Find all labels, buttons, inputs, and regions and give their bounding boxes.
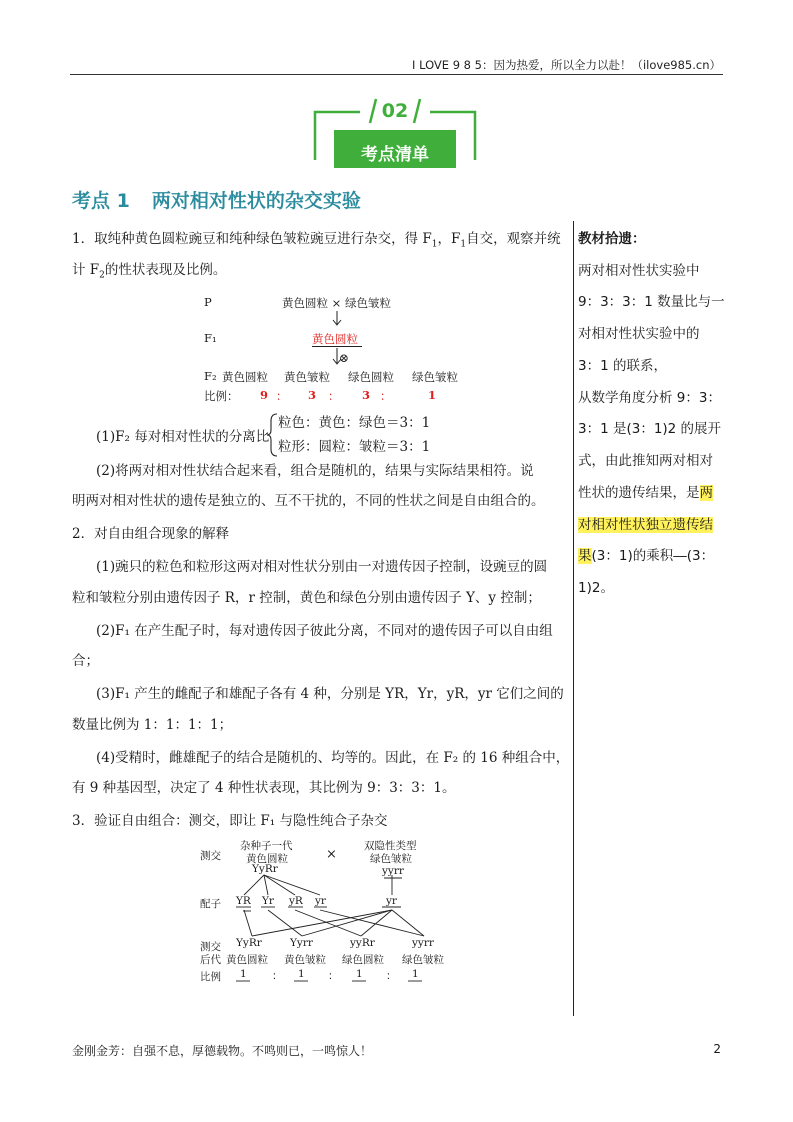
f2-label: F₂ xyxy=(204,369,217,383)
testcross-colon-2: ： xyxy=(328,970,339,982)
offspring-genotype-3: yyRr xyxy=(350,937,375,949)
sidebar-title: 教材拾遗： xyxy=(578,231,646,247)
ratio-color: 粒色：黄色：绿色＝3：1 xyxy=(278,415,431,431)
testcross-diagram xyxy=(196,838,466,988)
sidebar-line: 果(3：1)的乘积―(3： xyxy=(578,548,715,564)
f2-phenotype-1: 黄色圆粒 xyxy=(222,370,268,384)
explain-2-line-1: (2)F₁ 在产生配子时，每对遗传因子彼此分离，不同对的遗传因子可以自由组 xyxy=(96,623,553,639)
recessive-gamete: yr xyxy=(386,895,397,907)
arrow-down-icon xyxy=(331,311,343,327)
sidebar-line xyxy=(578,515,713,535)
testcross-ratio-1: 1 xyxy=(240,968,247,980)
testcross-label: 测交 xyxy=(200,850,221,862)
offspring-phenotype-4: 绿色皱粒 xyxy=(402,954,444,966)
gamete-3: yR xyxy=(289,895,303,907)
recessive-line-1: 双隐性类型 xyxy=(364,840,417,852)
sidebar-line: 3：1 的联系， xyxy=(578,358,667,374)
explain-4-line-2: 有 9 种基因型，决定了 4 种性状表现，其比例为 9：3：3：1。 xyxy=(72,780,456,796)
sidebar-divider xyxy=(573,221,574,1016)
sidebar-line: 式，由此推知两对相对 xyxy=(578,453,713,469)
testcross-ratio-label: 比例 xyxy=(200,971,221,983)
ratio-colon-1: ： xyxy=(276,389,288,403)
ratio-value-3: 3 xyxy=(362,388,371,402)
f1-underline xyxy=(312,346,362,347)
hybrid-genotype: YyRr xyxy=(252,863,278,875)
section-badge xyxy=(312,96,478,174)
p-label: P xyxy=(204,295,212,309)
testcross-colon-1: ： xyxy=(272,970,283,982)
offspring-phenotype-2: 黄色皱粒 xyxy=(284,954,326,966)
badge-label: 考点清单 xyxy=(361,145,429,165)
gamete-label: 配子 xyxy=(200,898,221,910)
section-number: 考点 1 xyxy=(72,190,130,212)
sidebar-line: 9：3：3：1 数量比与一 xyxy=(578,294,725,310)
recessive-genotype: yyrr xyxy=(382,865,404,877)
ratio-value-2: 3 xyxy=(308,388,317,402)
gamete-4: yr xyxy=(315,895,326,907)
explain-1-line-1: (1)豌只的粒色和粒形这两对相对性状分别由一对遗传因子控制，设豌豆的圆 xyxy=(96,559,548,575)
ratio-shape: 粒形：圆粒：皱粒＝3：1 xyxy=(278,439,431,455)
offspring-label-1: 测交 xyxy=(200,941,221,953)
offspring-genotype-1: YyRr xyxy=(236,937,262,949)
footer-motto: 金刚金芳：自强不息，厚德载物。不鸣则已，一鸣惊人！ xyxy=(72,1044,373,1058)
section-heading: 两对相对性状的杂交实验 xyxy=(151,190,361,212)
testcross-colon-3: ： xyxy=(386,970,397,982)
selfing-symbol: ⊗ xyxy=(339,351,350,365)
badge-number: 02 xyxy=(381,100,409,122)
explain-1-line-2: 粒和皱粒分别由遗传因子 R，r 控制，黄色和绿色分别由遗传因子 Y、y 控制； xyxy=(72,590,541,606)
recessive-line-2: 绿色皱粒 xyxy=(370,853,412,865)
page-number: 2 xyxy=(713,1042,721,1056)
gamete-2: Yr xyxy=(262,895,274,907)
f1-label: F₁ xyxy=(204,331,217,345)
paragraph-1-line-1: 1．取纯种黄色圆粒豌豆和纯种绿色皱粒豌豆进行杂交，得 $F_1$，$F_1$自交，观察并统 xyxy=(72,231,561,250)
offspring-label-2: 后代 xyxy=(200,954,221,966)
heading-3: 3．验证自由组合：测交，即让 F₁ 与隐性纯合子杂交 xyxy=(72,813,388,829)
paragraph-2-line-2: 明两对相对性状的遗传是独立的、互不干扰的，不同的性状之间是自由组合的。 xyxy=(72,493,545,509)
explain-3-line-1: (3)F₁ 产生的雌配子和雄配子各有 4 种，分别是 YR，Yr，yR，yr 它们之间的 xyxy=(96,686,564,702)
times-symbol: × xyxy=(326,847,337,862)
sidebar-line: 两对相对性状实验中 xyxy=(578,263,700,279)
gamete-1: YR xyxy=(236,895,251,907)
ratio-value-1: 9 xyxy=(260,388,269,402)
brace-icon xyxy=(266,413,278,457)
ratio-colon-3: ： xyxy=(380,389,392,403)
hybrid-line-1: 杂种子一代 xyxy=(240,840,293,852)
sidebar-highlight: 果 xyxy=(578,548,592,564)
sidebar-line: 从数学角度分析 9：3： xyxy=(578,390,721,406)
parents-text: 黄色圆粒 × 绿色皱粒 xyxy=(282,296,391,310)
ratio-intro: (1)F₂ 每对相对性状的分离比 xyxy=(96,429,270,445)
heading-2: 2．对自由组合现象的解释 xyxy=(72,526,230,542)
offspring-phenotype-3: 绿色圆粒 xyxy=(342,954,384,966)
sidebar-highlight: 对相对性状独立遗传结 xyxy=(578,517,713,533)
sidebar-highlight: 两 xyxy=(699,485,713,501)
header-divider xyxy=(70,74,723,75)
hybrid-line-2: 黄色圆粒 xyxy=(246,853,288,865)
explain-4-line-1: (4)受精时，雌雄配子的结合是随机的、均等的。因此，在 F₂ 的 16 种组合中， xyxy=(96,750,570,766)
section-title xyxy=(72,186,361,213)
f1-phenotype: 黄色圆粒 xyxy=(312,332,358,346)
explain-2-line-2: 合； xyxy=(72,653,99,669)
ratio-label: 比例： xyxy=(204,389,239,403)
offspring-genotype-2: Yyrr xyxy=(290,937,313,949)
sidebar-line: 性状的遗传结果，是两 xyxy=(578,485,713,501)
sidebar-line: 1)2。 xyxy=(578,580,614,596)
offspring-genotype-4: yyrr xyxy=(412,937,434,949)
ratio-value-4: 1 xyxy=(428,388,437,402)
cross-diagram xyxy=(196,292,476,404)
explain-3-line-2: 数量比例为 1：1：1：1； xyxy=(72,717,233,733)
paragraph-2-line-1: (2)将两对相对性状结合起来看，组合是随机的，结果与实际结果相符。说 xyxy=(96,463,534,479)
f2-phenotype-2: 黄色皱粒 xyxy=(284,370,330,384)
f2-phenotype-3: 绿色圆粒 xyxy=(348,370,394,384)
header-text: I LOVE 9 8 5：因为热爱，所以全力以赴！（ilove985.cn） xyxy=(412,58,721,72)
offspring-phenotype-1: 黄色圆粒 xyxy=(226,954,268,966)
f2-phenotype-4: 绿色皱粒 xyxy=(412,370,458,384)
sidebar-line: 3：1 是(3：1)2 的展开 xyxy=(578,421,722,437)
testcross-ratio-2: 1 xyxy=(298,968,305,980)
testcross-ratio-3: 1 xyxy=(356,968,363,980)
ratio-colon-2: ： xyxy=(328,389,340,403)
paragraph-1-line-2: 计 $F_2$的性状表现及比例。 xyxy=(72,262,227,281)
testcross-ratio-4: 1 xyxy=(412,968,419,980)
sidebar-line: 对相对性状实验中的 xyxy=(578,326,700,342)
